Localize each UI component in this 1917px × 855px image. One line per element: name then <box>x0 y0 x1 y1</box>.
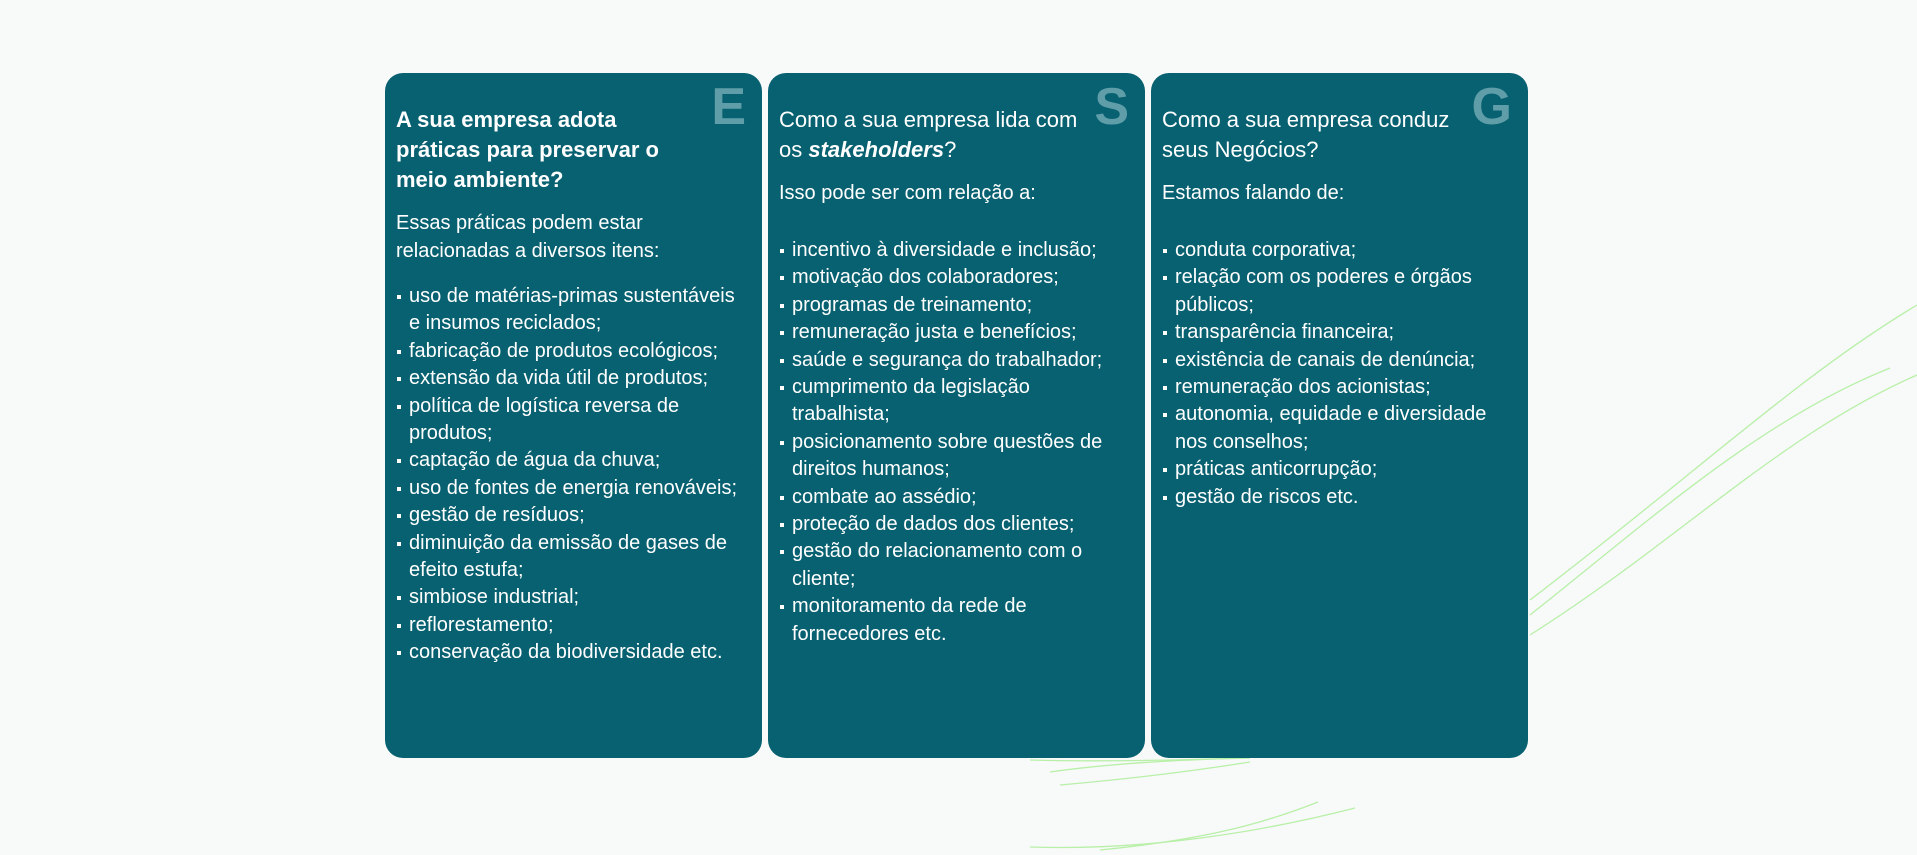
list-item: fabricação de produtos ecológicos; <box>396 338 750 365</box>
list-item: monitoramento da rede de fornecedores etc. <box>779 593 1133 648</box>
card-title: Como a sua empresa conduz seus Negócios? <box>1162 107 1450 162</box>
list-item: política de logística reversa de produtos; <box>396 393 750 448</box>
list-item: saúde e segurança do trabalhador; <box>779 347 1133 374</box>
decor-line <box>1530 368 1890 615</box>
list-item: reflorestamento; <box>396 612 750 639</box>
card-intro: Isso pode ser com relação a: <box>779 182 1036 204</box>
card-letter: S <box>1094 78 1129 136</box>
list-item: simbiose industrial; <box>396 584 750 611</box>
card-title-prefix: Como a sua empresa lida com os <box>779 107 1078 162</box>
card-environmental <box>385 73 762 758</box>
card-list <box>396 283 750 667</box>
list-item: conservação da biodiversidade etc. <box>396 639 750 666</box>
list-item: motivação dos colaboradores; <box>779 264 1133 291</box>
card-list <box>779 237 1133 648</box>
card-social <box>768 73 1145 758</box>
list-item: uso de fontes de energia renováveis; <box>396 475 750 502</box>
list-item: gestão de resíduos; <box>396 502 750 529</box>
card-intro: Essas práticas podem estar relacionadas a diversos itens: <box>396 212 660 262</box>
decor-line <box>1530 305 1917 600</box>
list-item: cumprimento da legislação trabalhista; <box>779 374 1133 429</box>
list-item: autonomia, equidade e diversidade nos conselhos; <box>1162 401 1516 456</box>
list-item: remuneração justa e benefícios; <box>779 319 1133 346</box>
list-item: gestão do relacionamento com o cliente; <box>779 538 1133 593</box>
list-item: existência de canais de denúncia; <box>1162 347 1516 374</box>
list-item: diminuição da emissão de gases de efeito estufa; <box>396 530 750 585</box>
esg-cards <box>385 73 1528 758</box>
decor-line <box>1030 808 1355 848</box>
list-item: extensão da vida útil de produtos; <box>396 365 750 392</box>
list-item: conduta corporativa; <box>1162 237 1516 264</box>
list-item: combate ao assédio; <box>779 484 1133 511</box>
list-item: uso de matérias-primas sustentáveis e insumos reciclados; <box>396 283 750 338</box>
card-title <box>779 105 1079 165</box>
decor-line <box>1100 802 1318 850</box>
card-list <box>1162 237 1516 511</box>
card-letter: G <box>1471 78 1512 136</box>
list-item: captação de água da chuva; <box>396 447 750 474</box>
decor-line <box>1530 375 1917 635</box>
list-item: práticas anticorrupção; <box>1162 456 1516 483</box>
decor-line <box>1060 762 1250 785</box>
list-item: incentivo à diversidade e inclusão; <box>779 237 1133 264</box>
list-item: gestão de riscos etc. <box>1162 484 1516 511</box>
list-item: relação com os poderes e órgãos públicos; <box>1162 264 1516 319</box>
list-item: proteção de dados dos clientes; <box>779 511 1133 538</box>
list-item: posicionamento sobre questões de direitos humanos; <box>779 429 1133 484</box>
card-title-emphasis: stakeholders <box>808 137 945 162</box>
list-item: programas de treinamento; <box>779 292 1133 319</box>
card-letter: E <box>711 78 746 136</box>
card-title-suffix: ? <box>944 137 957 162</box>
list-item: remuneração dos acionistas; <box>1162 374 1516 401</box>
list-item: transparência financeira; <box>1162 319 1516 346</box>
card-intro: Estamos falando de: <box>1162 182 1345 204</box>
card-title: A sua empresa adota práticas para preservar o meio ambiente? <box>396 107 659 192</box>
card-governance <box>1151 73 1528 758</box>
